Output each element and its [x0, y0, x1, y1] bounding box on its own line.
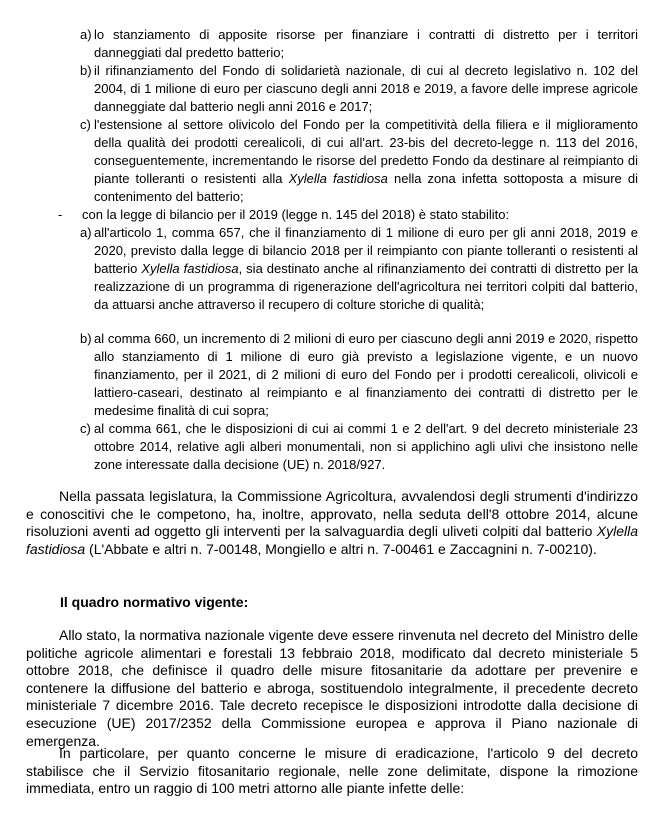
list1-a-marker: a): [80, 27, 92, 42]
list2-a-text: [94, 224, 638, 314]
list2-c-marker: c): [80, 421, 91, 436]
list1-a-text: lo stanziamento di apposite risorse per finanziare i contratti di distretto per i territori danneggiati dal predetto batterio;: [94, 27, 638, 60]
list1-c-text-after: nella zona infetta sottoposta a misure di contenimento del batterio;: [94, 171, 639, 204]
list1-c-text: [94, 116, 638, 206]
list1-b-marker: b): [80, 63, 92, 78]
paragraph-normativa: Allo stato, la normativa nazionale vigente deve essere rinvenuta nel decreto del Ministro delle politiche agricole alimentari e forestali 13 febbraio 2018, modificato dal decreto ministeriale 5 ottobre 2018, che definisce il quadro delle misure fitosanitarie da adottare per prevenire e contenere la diffusione del batterio e abroga, sostituendolo integralmente, il precedente decreto ministeriale 7 dicembre 2016. Tale decreto recepisce le disposizioni introdotte dalla decisione di esecuzione (UE) 2017/2352 della Commissione europea e approva il Piano nazionale di emergenza.: [26, 627, 638, 749]
dash-text: con la legge di bilancio per il 2019 (legge n. 145 del 2018) è stato stabilito:: [82, 207, 510, 222]
paragraph-eradicazione: In particolare, per quanto concerne le misure di eradicazione, l'articolo 9 del decreto stabilisce che il Servizio fitosanitario regionale, nelle zone delimitate, dispone la rimozione immediata, entro un raggio di 100 metri attorno alle piante infette delle:: [26, 745, 638, 797]
section-heading: Il quadro normativo vigente:: [60, 594, 249, 610]
list2-b-marker: b): [80, 331, 92, 346]
list2-b-text: al comma 660, un incremento di 2 milioni di euro per ciascuno degli anni 2019 e 2020, rispetto allo stanziamento di 1 milione di euro già previsto a legislazione vigente, e un nuovo finanziamento, per il 2021, di 2 milioni di euro del Fondo per i prodotti cerealicoli, olivicoli e lattiero-caseari, destinato al reimpianto e al finanziamento dei contratti di distretto per le medesime finalità di cui sopra;: [94, 331, 638, 418]
list2-a-marker: a): [80, 225, 92, 240]
list2-a-text-before: all'articolo 1, comma 657, che il finanziamento di 1 milione di euro per gli anni 2018, 2019 e 2020, previsto dalla legge di bilancio 2018 per il reimpianto con piante tolleranti o resistenti al batterio: [94, 225, 638, 276]
list1-c-text-before: l'estensione al settore olivicolo del Fondo per la competitività della filiera e il miglioramento della qualità dei prodotti cerealicoli, di cui all'art. 23-bis del decreto-legge n. 113 del 2016, conseguentemente, incrementando le risorse del predetto Fondo da destinare al reimpianto di piante tolleranti o resistenti alla: [94, 117, 638, 186]
list1-b-text: il rifinanziamento del Fondo di solidarietà nazionale, di cui al decreto legislativo n. 102 del 2004, di 1 milione di euro per ciascuno degli anni 2018 e 2019, a favore delle imprese agricole danneggiate dal batterio negli anni 2016 e 2017;: [94, 63, 638, 114]
dash-marker: -: [58, 207, 63, 222]
list2-c-text: al comma 661, che le disposizioni di cui ai commi 1 e 2 dell'art. 9 del decreto ministeriale 23 ottobre 2014, relative agli alberi monumentali, non si applichino agli ulivi che insistono nelle zone interessate dalla decisione (UE) n. 2018/927.: [94, 421, 638, 472]
list1-c-italic: Xylella fastidiosa: [288, 171, 388, 186]
list1-c-marker: c): [80, 117, 91, 132]
list2-a-text-after: , sia destinato anche al rifinanziamento dei contratti di distretto per la realizzazione di un programma di rigenerazione dell'agricoltura nei territori colpiti dal batterio, da attuarsi anche attraverso il recupero di colture storiche di qualità;: [94, 261, 639, 312]
para1-italic: Xylella fastidiosa: [26, 523, 638, 557]
list2-a-italic: Xylella fastidiosa: [141, 261, 239, 276]
para1-text-after: (L'Abbate e altri n. 7-00148, Mongiello e altri n. 7-00461 e Zaccagnini n. 7-00210).: [85, 540, 597, 557]
paragraph-commission: [26, 488, 638, 558]
para1-text-before: Nella passata legislatura, la Commissione Agricoltura, avvalendosi degli strumenti d'indirizzo e conoscitivi che le competono, ha, inoltre, approvato, nella seduta dell'8 ottobre 2014, alcune risoluzioni aventi ad oggetto gli interventi per la salvaguardia degli uliveti colpiti dal batterio: [26, 488, 638, 540]
